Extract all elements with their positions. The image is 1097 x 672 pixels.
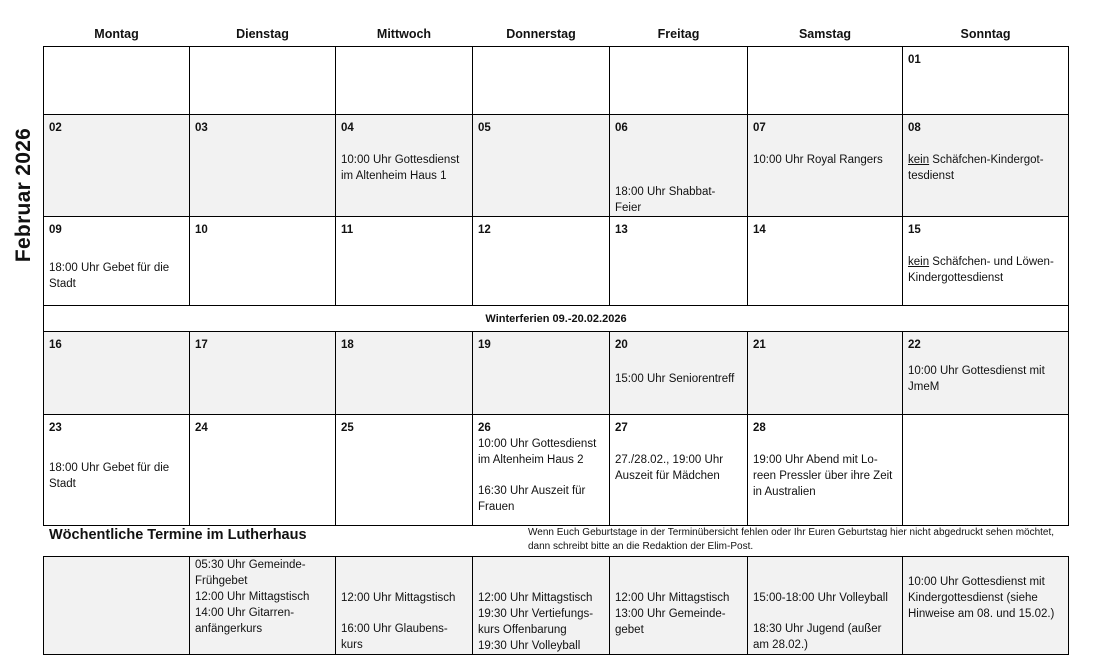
event-text: 15:00 Uhr Seniorentreff — [615, 373, 735, 385]
week-row-5 — [44, 415, 1069, 526]
day-number: 08 — [908, 122, 921, 134]
day-number: 10 — [195, 224, 208, 236]
day-cell-15 — [903, 217, 1069, 306]
weekday-sonntag: Sonntag — [960, 27, 1011, 41]
day-number: 19 — [478, 339, 491, 351]
day-cell-empty — [44, 47, 190, 115]
day-number: 18 — [341, 339, 354, 351]
day-cell-18 — [336, 332, 473, 415]
weekly-donnerstag — [473, 557, 610, 655]
day-cell-empty — [903, 415, 1069, 526]
event-text: 18:00 Uhr Shabbat- Feier — [615, 186, 716, 214]
day-cell-25 — [336, 415, 473, 526]
event-text — [908, 254, 1064, 286]
weekly-event-text: 12:00 Uhr Mittagstisch — [341, 592, 456, 604]
day-number: 11 — [341, 224, 354, 236]
weekday-donnerstag: Donnerstag — [506, 27, 576, 41]
day-cell-26 — [473, 415, 610, 526]
event-text: 10:00 Uhr Gottesdienst mit JmeM — [908, 365, 1045, 393]
weekly-event-text: 10:00 Uhr Gottesdienst mit Kindergottesdienst (siehe Hinweise am 08. und 15.02.) — [908, 576, 1055, 620]
ferien-row — [44, 306, 1069, 332]
weekday-montag: Montag — [94, 27, 139, 41]
weekly-title: Wöchentliche Termine im Lutherhaus — [49, 527, 307, 543]
day-cell-20 — [610, 332, 748, 415]
week-row-3 — [44, 217, 1069, 306]
day-cell-07 — [748, 115, 903, 217]
day-number: 23 — [49, 422, 62, 434]
day-number: 28 — [753, 422, 766, 434]
weekly-event-text: 12:00 Uhr Mittagstisch 13:00 Uhr Gemeinde- gebet — [615, 592, 730, 636]
day-cell-empty — [748, 47, 903, 115]
day-number: 01 — [908, 54, 921, 66]
weekly-event-text: 16:00 Uhr Glaubens- kurs — [341, 623, 448, 651]
winterferien-note: Winterferien 09.-20.02.2026 — [44, 306, 1069, 332]
weekly-row — [44, 557, 1069, 655]
event-text: 16:30 Uhr Auszeit für Frauen — [478, 485, 586, 513]
event-text: 10:00 Uhr Gottesdienst im Altenheim Haus 2 — [478, 438, 597, 466]
day-cell-24 — [190, 415, 336, 526]
weekday-freitag: Freitag — [657, 27, 700, 41]
weekly-event-text: 12:00 Uhr Mittagstisch 19:30 Uhr Vertiefungs- kurs Offenbarung 19:30 Uhr Volleyball — [478, 592, 594, 652]
day-number: 26 — [478, 422, 491, 434]
day-cell-21 — [748, 332, 903, 415]
week-row-2 — [44, 115, 1069, 217]
day-cell-14 — [748, 217, 903, 306]
day-cell-01 — [903, 47, 1069, 115]
day-cell-empty — [336, 47, 473, 115]
event-text-rest: Schäfchen-Kindergot- tesdienst — [908, 154, 1044, 182]
weekly-event-text: 15:00-18:00 Uhr Volleyball — [753, 592, 888, 604]
week-row-4 — [44, 332, 1069, 415]
weekly-freitag — [610, 557, 748, 655]
day-number: 12 — [478, 224, 491, 236]
day-number: 07 — [753, 122, 766, 134]
weekly-mittwoch — [336, 557, 473, 655]
day-number: 21 — [753, 339, 766, 351]
day-cell-02 — [44, 115, 190, 217]
day-cell-22 — [903, 332, 1069, 415]
kein-text: kein — [908, 256, 930, 268]
day-cell-04 — [336, 115, 473, 217]
event-text: 10:00 Uhr Gottesdienst im Altenheim Haus 1 — [341, 154, 460, 182]
birthday-note: Wenn Euch Geburtstage in der Terminübersicht fehlen oder Ihr Euren Geburtstag hier nicht abgedruckt sehen möchtet, dann schreibt bitte an die Redaktion der Elim-Post. — [528, 527, 1055, 552]
day-cell-empty — [610, 47, 748, 115]
day-number: 24 — [195, 422, 208, 434]
weekly-table — [43, 556, 1069, 655]
weekly-montag — [44, 557, 190, 655]
month-title — [4, 120, 44, 270]
calendar-table — [43, 22, 1069, 526]
event-text-rest: Schäfchen- und Löwen- Kindergottesdienst — [908, 256, 1054, 284]
day-number: 03 — [195, 122, 208, 134]
day-cell-13 — [610, 217, 748, 306]
day-cell-empty — [473, 47, 610, 115]
event-text: 18:00 Uhr Gebet für die Stadt — [49, 262, 170, 290]
day-cell-17 — [190, 332, 336, 415]
kein-text: kein — [908, 154, 930, 166]
day-number: 09 — [49, 224, 62, 236]
day-cell-27 — [610, 415, 748, 526]
day-number: 06 — [615, 122, 628, 134]
weekly-dienstag — [190, 557, 336, 655]
weekday-dienstag: Dienstag — [236, 27, 289, 41]
day-cell-06 — [610, 115, 748, 217]
weekly-sonntag — [903, 557, 1069, 655]
week-row-1 — [44, 47, 1069, 115]
day-cell-09 — [44, 217, 190, 306]
day-number: 14 — [753, 224, 766, 236]
weekday-header-row — [44, 22, 1069, 47]
day-cell-10 — [190, 217, 336, 306]
event-text — [908, 152, 1064, 184]
day-cell-11 — [336, 217, 473, 306]
day-number: 13 — [615, 224, 628, 236]
day-cell-03 — [190, 115, 336, 217]
day-number: 15 — [908, 224, 921, 236]
event-text: 18:00 Uhr Gebet für die Stadt — [49, 462, 170, 490]
day-number: 27 — [615, 422, 628, 434]
day-number: 25 — [341, 422, 354, 434]
weekly-samstag — [748, 557, 903, 655]
day-cell-28 — [748, 415, 903, 526]
day-cell-empty — [190, 47, 336, 115]
weekday-samstag: Samstag — [798, 27, 852, 41]
weekly-event-text: 18:30 Uhr Jugend (außer am 28.02.) — [753, 623, 882, 651]
day-number: 05 — [478, 122, 491, 134]
day-cell-12 — [473, 217, 610, 306]
event-text: 19:00 Uhr Abend mit Lo- reen Pressler über ihre Zeit in Australien — [753, 454, 893, 498]
event-text: 10:00 Uhr Royal Rangers — [753, 154, 883, 166]
day-number: 16 — [49, 339, 62, 351]
weekly-event-text: 05:30 Uhr Gemeinde- Frühgebet 12:00 Uhr Mittagstisch 14:00 Uhr Gitarren- anfängerkurs — [195, 559, 310, 635]
day-cell-23 — [44, 415, 190, 526]
weekday-mittwoch: Mittwoch — [376, 27, 432, 41]
day-number: 04 — [341, 122, 354, 134]
day-cell-16 — [44, 332, 190, 415]
day-cell-05 — [473, 115, 610, 217]
day-cell-19 — [473, 332, 610, 415]
day-number: 02 — [49, 122, 62, 134]
month-title-text: Februar 2026 — [12, 127, 35, 263]
event-text: 27./28.02., 19:00 Uhr Auszeit für Mädchen — [615, 454, 724, 482]
day-number: 22 — [908, 339, 921, 351]
day-number: 20 — [615, 339, 628, 351]
day-cell-08 — [903, 115, 1069, 217]
day-number: 17 — [195, 339, 208, 351]
